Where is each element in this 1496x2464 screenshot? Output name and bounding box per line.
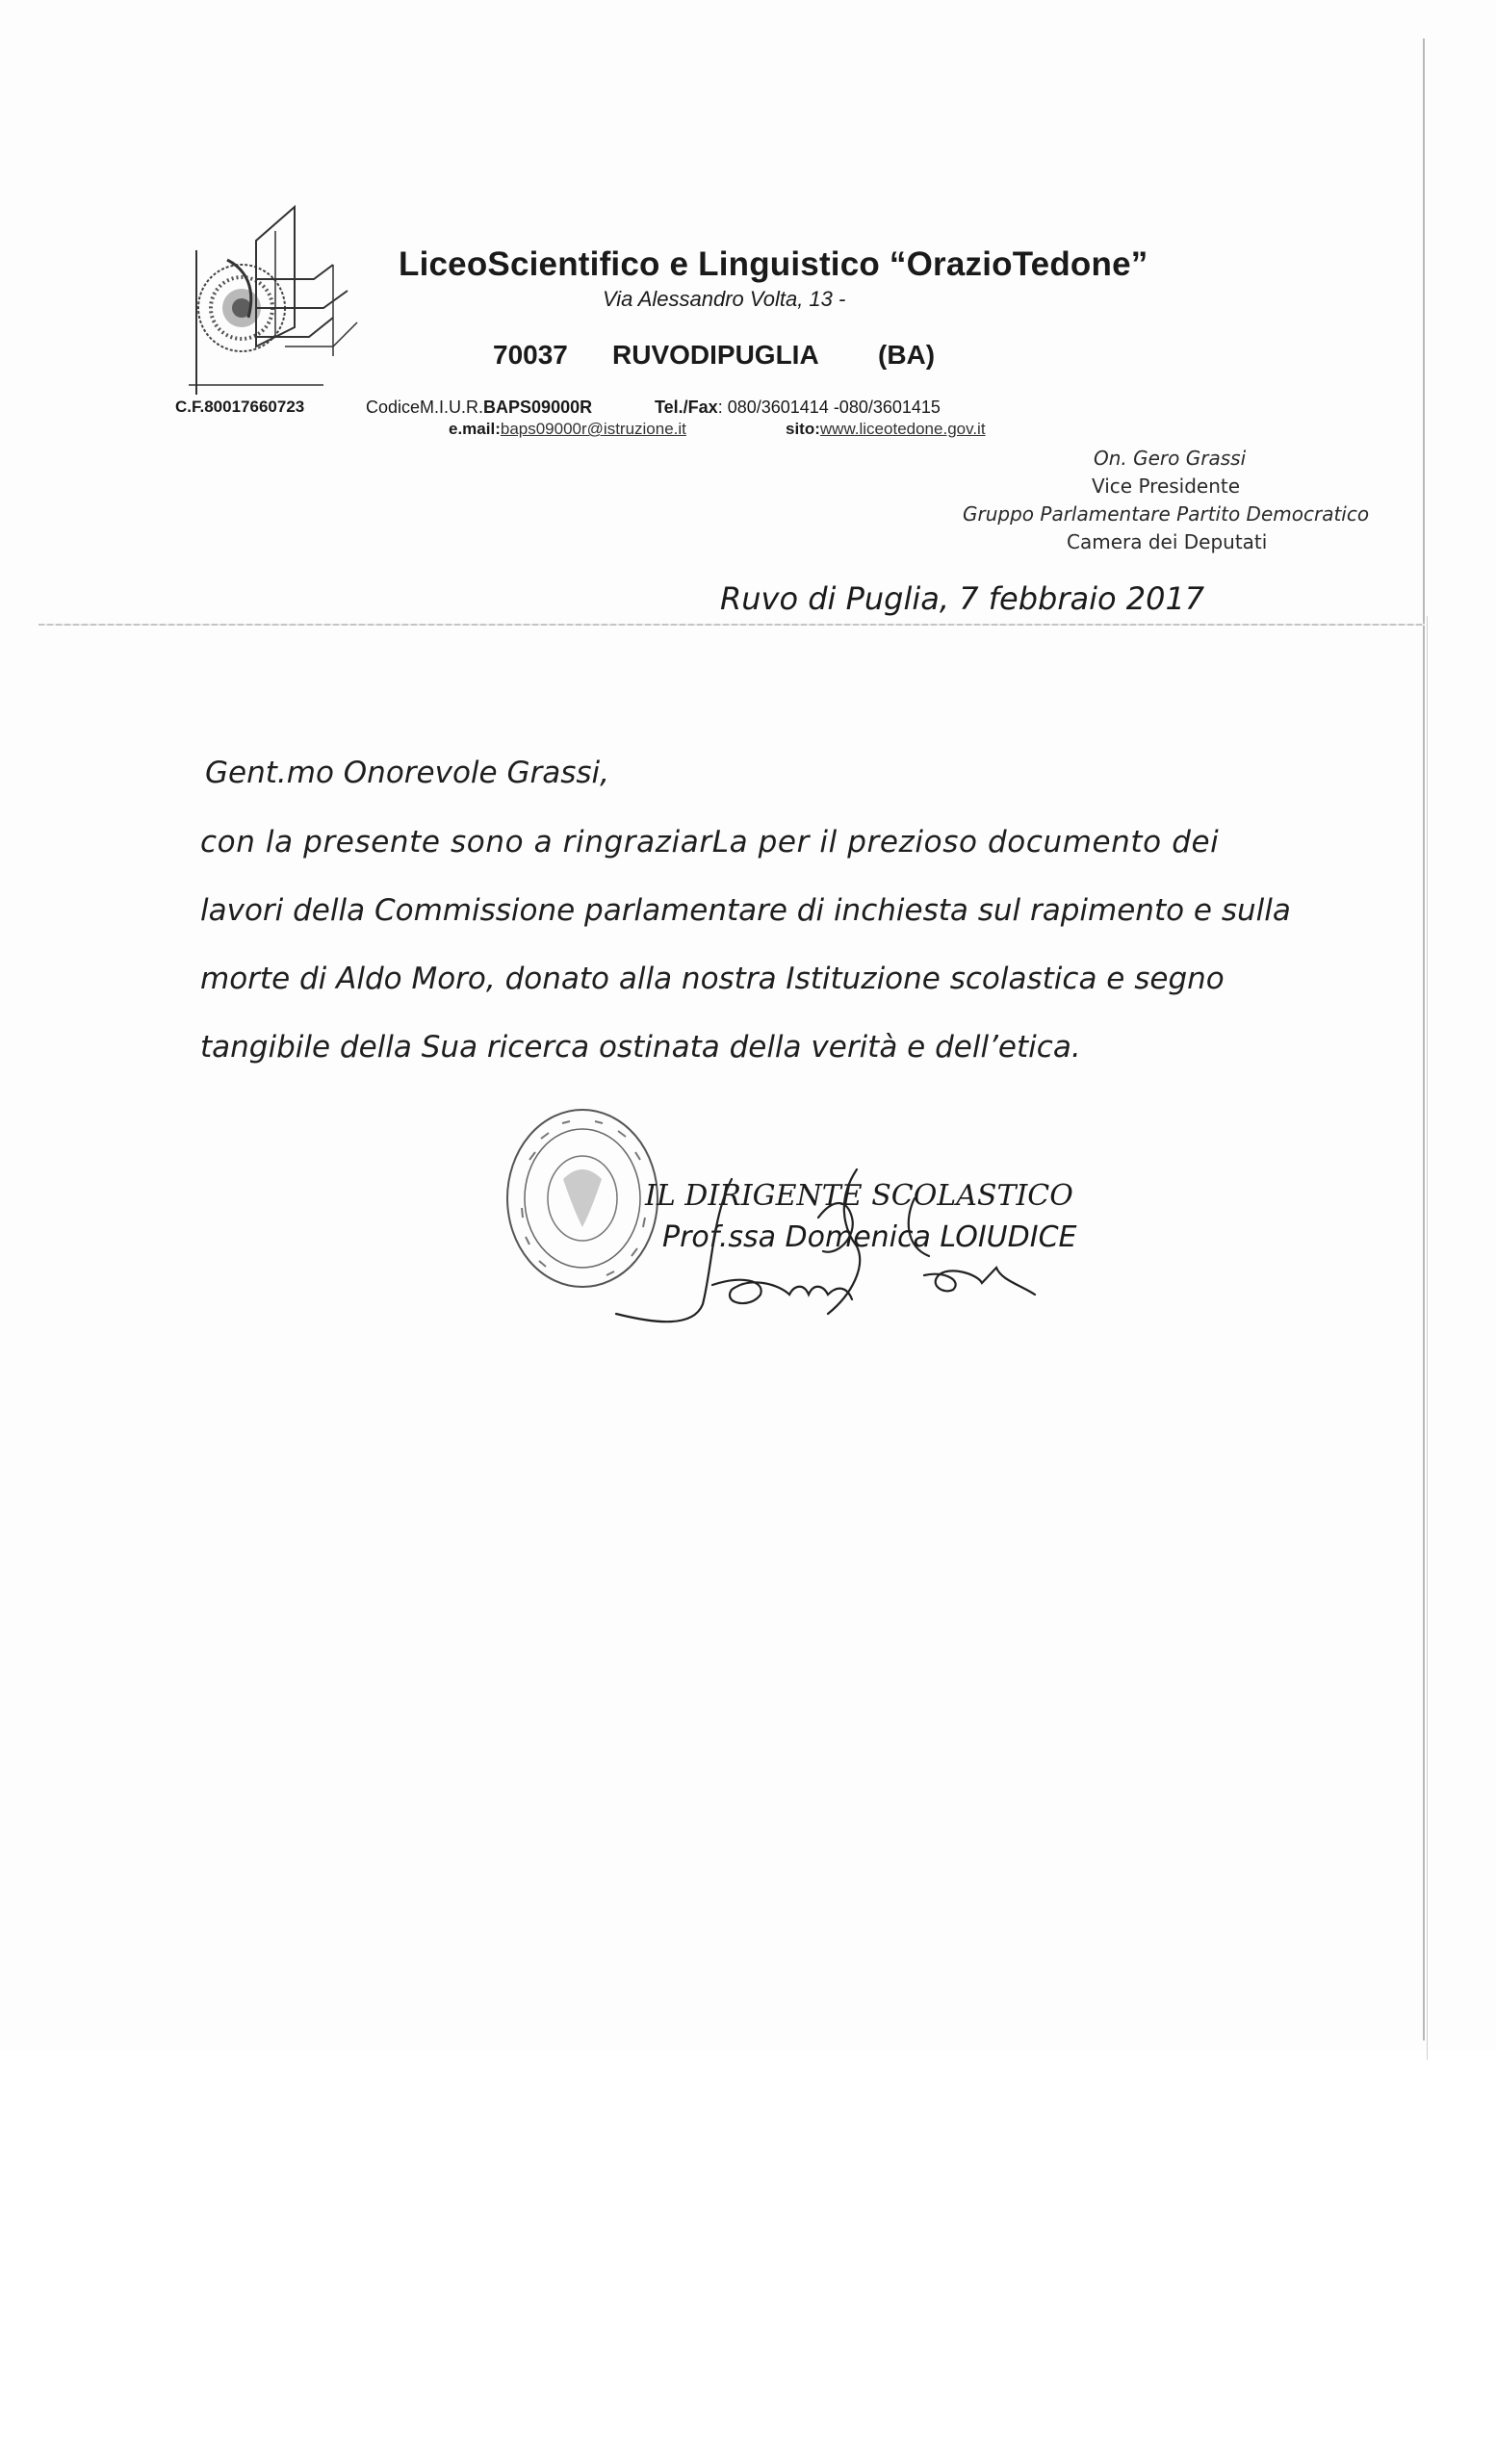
email-link[interactable]: baps09000r@istruzione.it: [500, 420, 686, 438]
ministry-code-label: CodiceM.I.U.R.: [366, 398, 484, 417]
telephone-label: Tel./Fax: [655, 398, 718, 417]
school-email: [449, 420, 686, 439]
school-website: [786, 420, 986, 439]
school-name: LiceoScientifico e Linguistico “OrazioTedone”: [399, 245, 1148, 283]
recipient-role: Vice Presidente: [1092, 475, 1241, 498]
website-link[interactable]: www.liceotedone.gov.it: [819, 420, 986, 438]
recipient-name: On. Gero Grassi: [1094, 447, 1247, 470]
ministry-code: [366, 398, 592, 418]
school-province: (BA): [878, 340, 936, 370]
signer-title: IL DIRIGENTE SCOLASTICO: [645, 1179, 1073, 1213]
fiscal-code: C.F.80017660723: [175, 398, 305, 416]
telephone-fax: [655, 398, 941, 418]
scan-edge-line: [1423, 38, 1425, 2040]
body-line: tangibile della Sua ricerca ostinata della verità e dell’etica.: [200, 1030, 1081, 1065]
email-label: e.mail:: [449, 420, 501, 438]
body-line: lavori della Commissione parlamentare di inchiesta sul rapimento e sulla: [200, 893, 1291, 928]
body-line: morte di Aldo Moro, donato alla nostra Istituzione scolastica e segno: [200, 962, 1225, 996]
postal-code: 70037: [493, 340, 568, 370]
signer-name: Prof.ssa Domenica LOIUDICE: [662, 1220, 1077, 1254]
school-emblem-icon: [189, 202, 362, 395]
website-label: sito:: [786, 420, 820, 438]
body-line: con la presente sono a ringraziarLa per il prezioso documento dei: [200, 825, 1220, 860]
scan-edge-line: [1427, 616, 1428, 2060]
recipient-group: Gruppo Parlamentare Partito Democratico: [963, 502, 1370, 526]
letter-date: Ruvo di Puglia, 7 febbraio 2017: [720, 580, 1205, 617]
recipient-block: [963, 445, 1386, 556]
salutation: Gent.mo Onorevole Grassi,: [205, 756, 609, 790]
school-city: RUVODIPUGLIA: [612, 340, 819, 370]
ministry-code-value: BAPS09000R: [483, 398, 593, 417]
telephone-value: : 080/3601414 -080/3601415: [717, 398, 941, 417]
handwritten-signature-icon: [597, 1160, 1049, 1333]
school-address: Via Alessandro Volta, 13 -: [603, 287, 846, 311]
scan-fold-line: [39, 624, 1425, 626]
recipient-chamber: Camera dei Deputati: [1067, 530, 1268, 553]
